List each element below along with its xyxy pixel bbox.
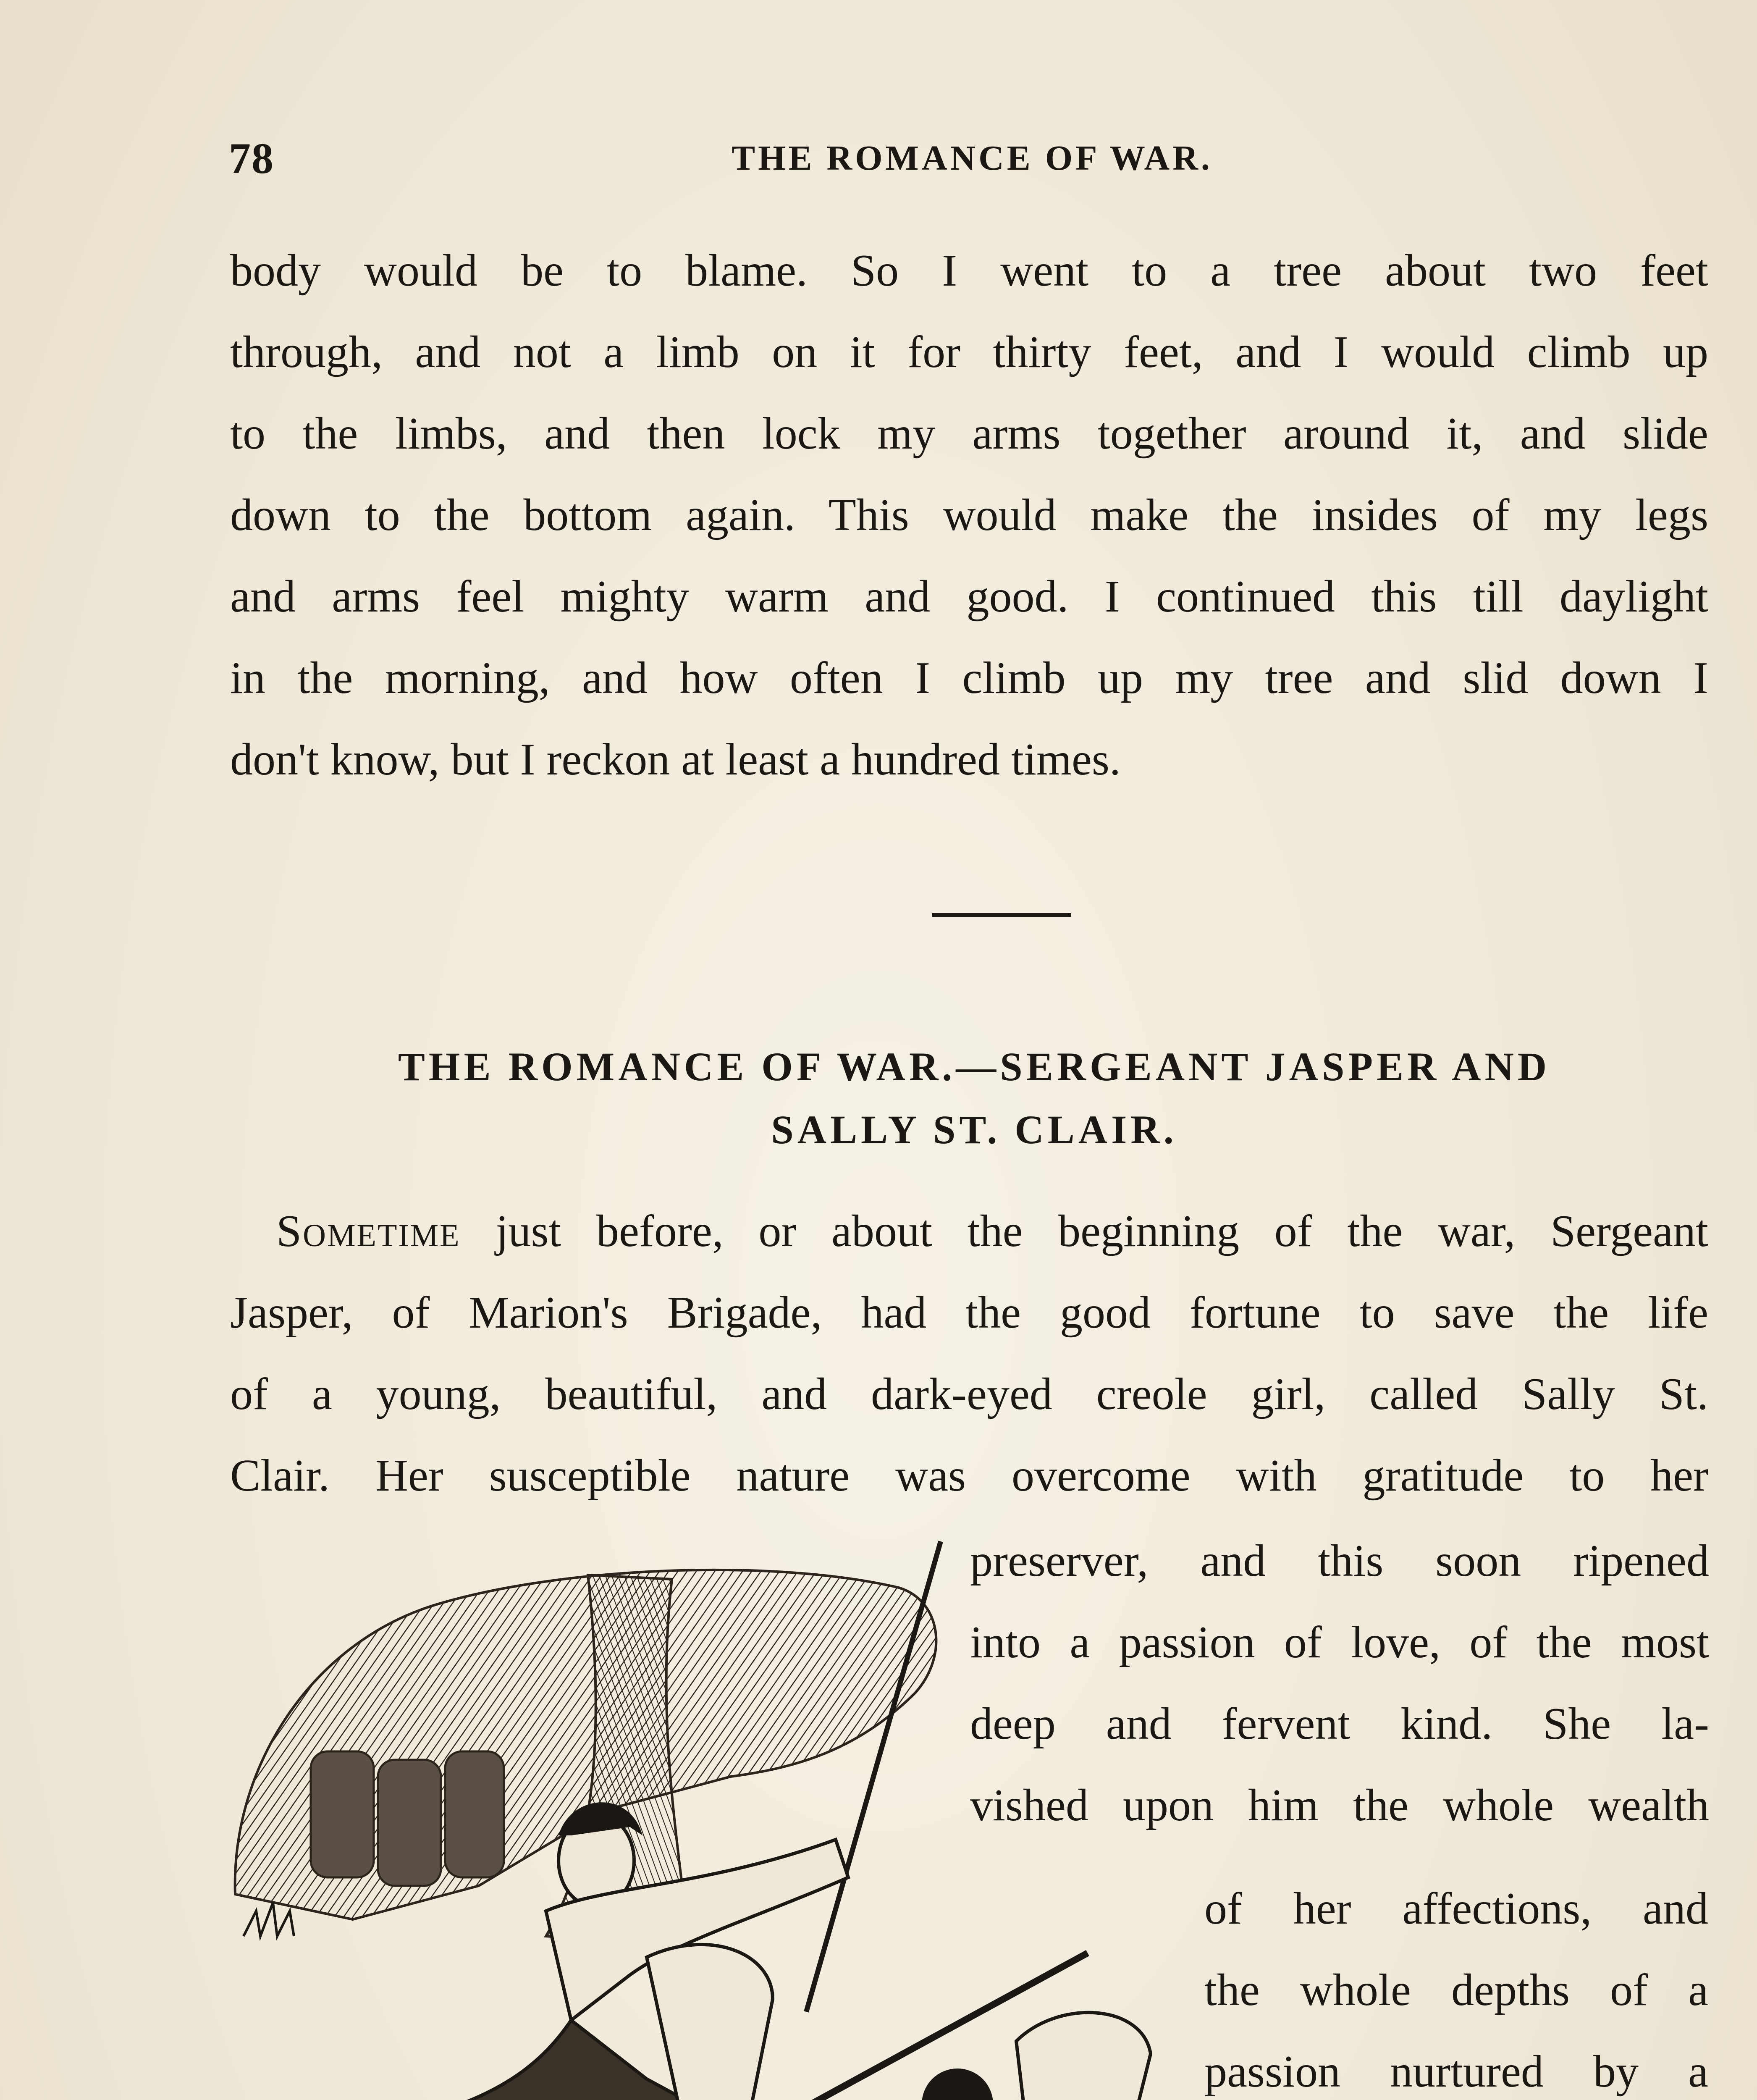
soldier-shape: [378, 1760, 441, 1886]
maiden-shape: [647, 1945, 815, 2100]
page-number: 78: [229, 134, 274, 183]
text-line: down to the bottom again. This would make the insides of my legs: [230, 490, 1708, 540]
paragraph-opening: [230, 1191, 1708, 1517]
text-line: through, and not a limb on it for thirty feet, and I would climb up: [230, 327, 1708, 377]
text-line: of a young, beautiful, and dark-eyed creole girl, called Sally St.: [230, 1369, 1708, 1419]
text-line: preserver, and this soon ripened: [970, 1536, 1709, 1586]
text-line: vished upon him the whole wealth: [970, 1780, 1709, 1830]
cannonball-shape: [922, 2068, 993, 2100]
text-line: Clair. Her susceptible nature was overcome with gratitude to her: [230, 1451, 1708, 1501]
text-line: deep and fervent kind. She la-: [970, 1699, 1709, 1749]
section-title: [235, 1035, 1713, 1161]
text-fragment: just before, or about the beginning of the war, Sergeant: [460, 1206, 1708, 1256]
text-line: and arms feel mighty warm and good. I continued this till daylight: [230, 572, 1708, 622]
soldier-shape: [311, 1751, 374, 1877]
section-divider: [932, 913, 1071, 917]
text-line: Jasper, of Marion's Brigade, had the good fortune to save the life: [230, 1288, 1708, 1338]
lead-word: Sometime: [276, 1206, 461, 1256]
page-header: [229, 134, 1715, 192]
engraving-illustration: [227, 1516, 1176, 2100]
text-line: of her affections, and: [1204, 1884, 1708, 1934]
text-line: the whole depths of a: [1204, 1965, 1708, 2015]
section-title-line: THE ROMANCE OF WAR.—SERGEANT JASPER AND: [398, 1044, 1551, 1089]
text-line: passion nurtured by a: [1204, 2047, 1708, 2097]
paragraph-wrap-narrow: [1204, 1868, 1708, 2100]
drum-shape: [1016, 2013, 1151, 2100]
text-line: body would be to blame. So I went to a tree about two feet: [230, 246, 1708, 296]
text-line: in the morning, and how often I climb up my tree and slid down I: [230, 653, 1708, 703]
text-line: don't know, but I reckon at least a hundred times.: [230, 735, 1121, 785]
text-line: [230, 1191, 1708, 1272]
soldier-shape: [445, 1751, 504, 1877]
paragraph-continued: [230, 230, 1708, 801]
running-head: THE ROMANCE OF WAR.: [732, 139, 1213, 178]
section-title-line: SALLY ST. CLAIR.: [771, 1107, 1177, 1152]
text-line: into a passion of love, of the most: [970, 1617, 1709, 1667]
text-line: to the limbs, and then lock my arms together around it, and slide: [230, 409, 1708, 459]
